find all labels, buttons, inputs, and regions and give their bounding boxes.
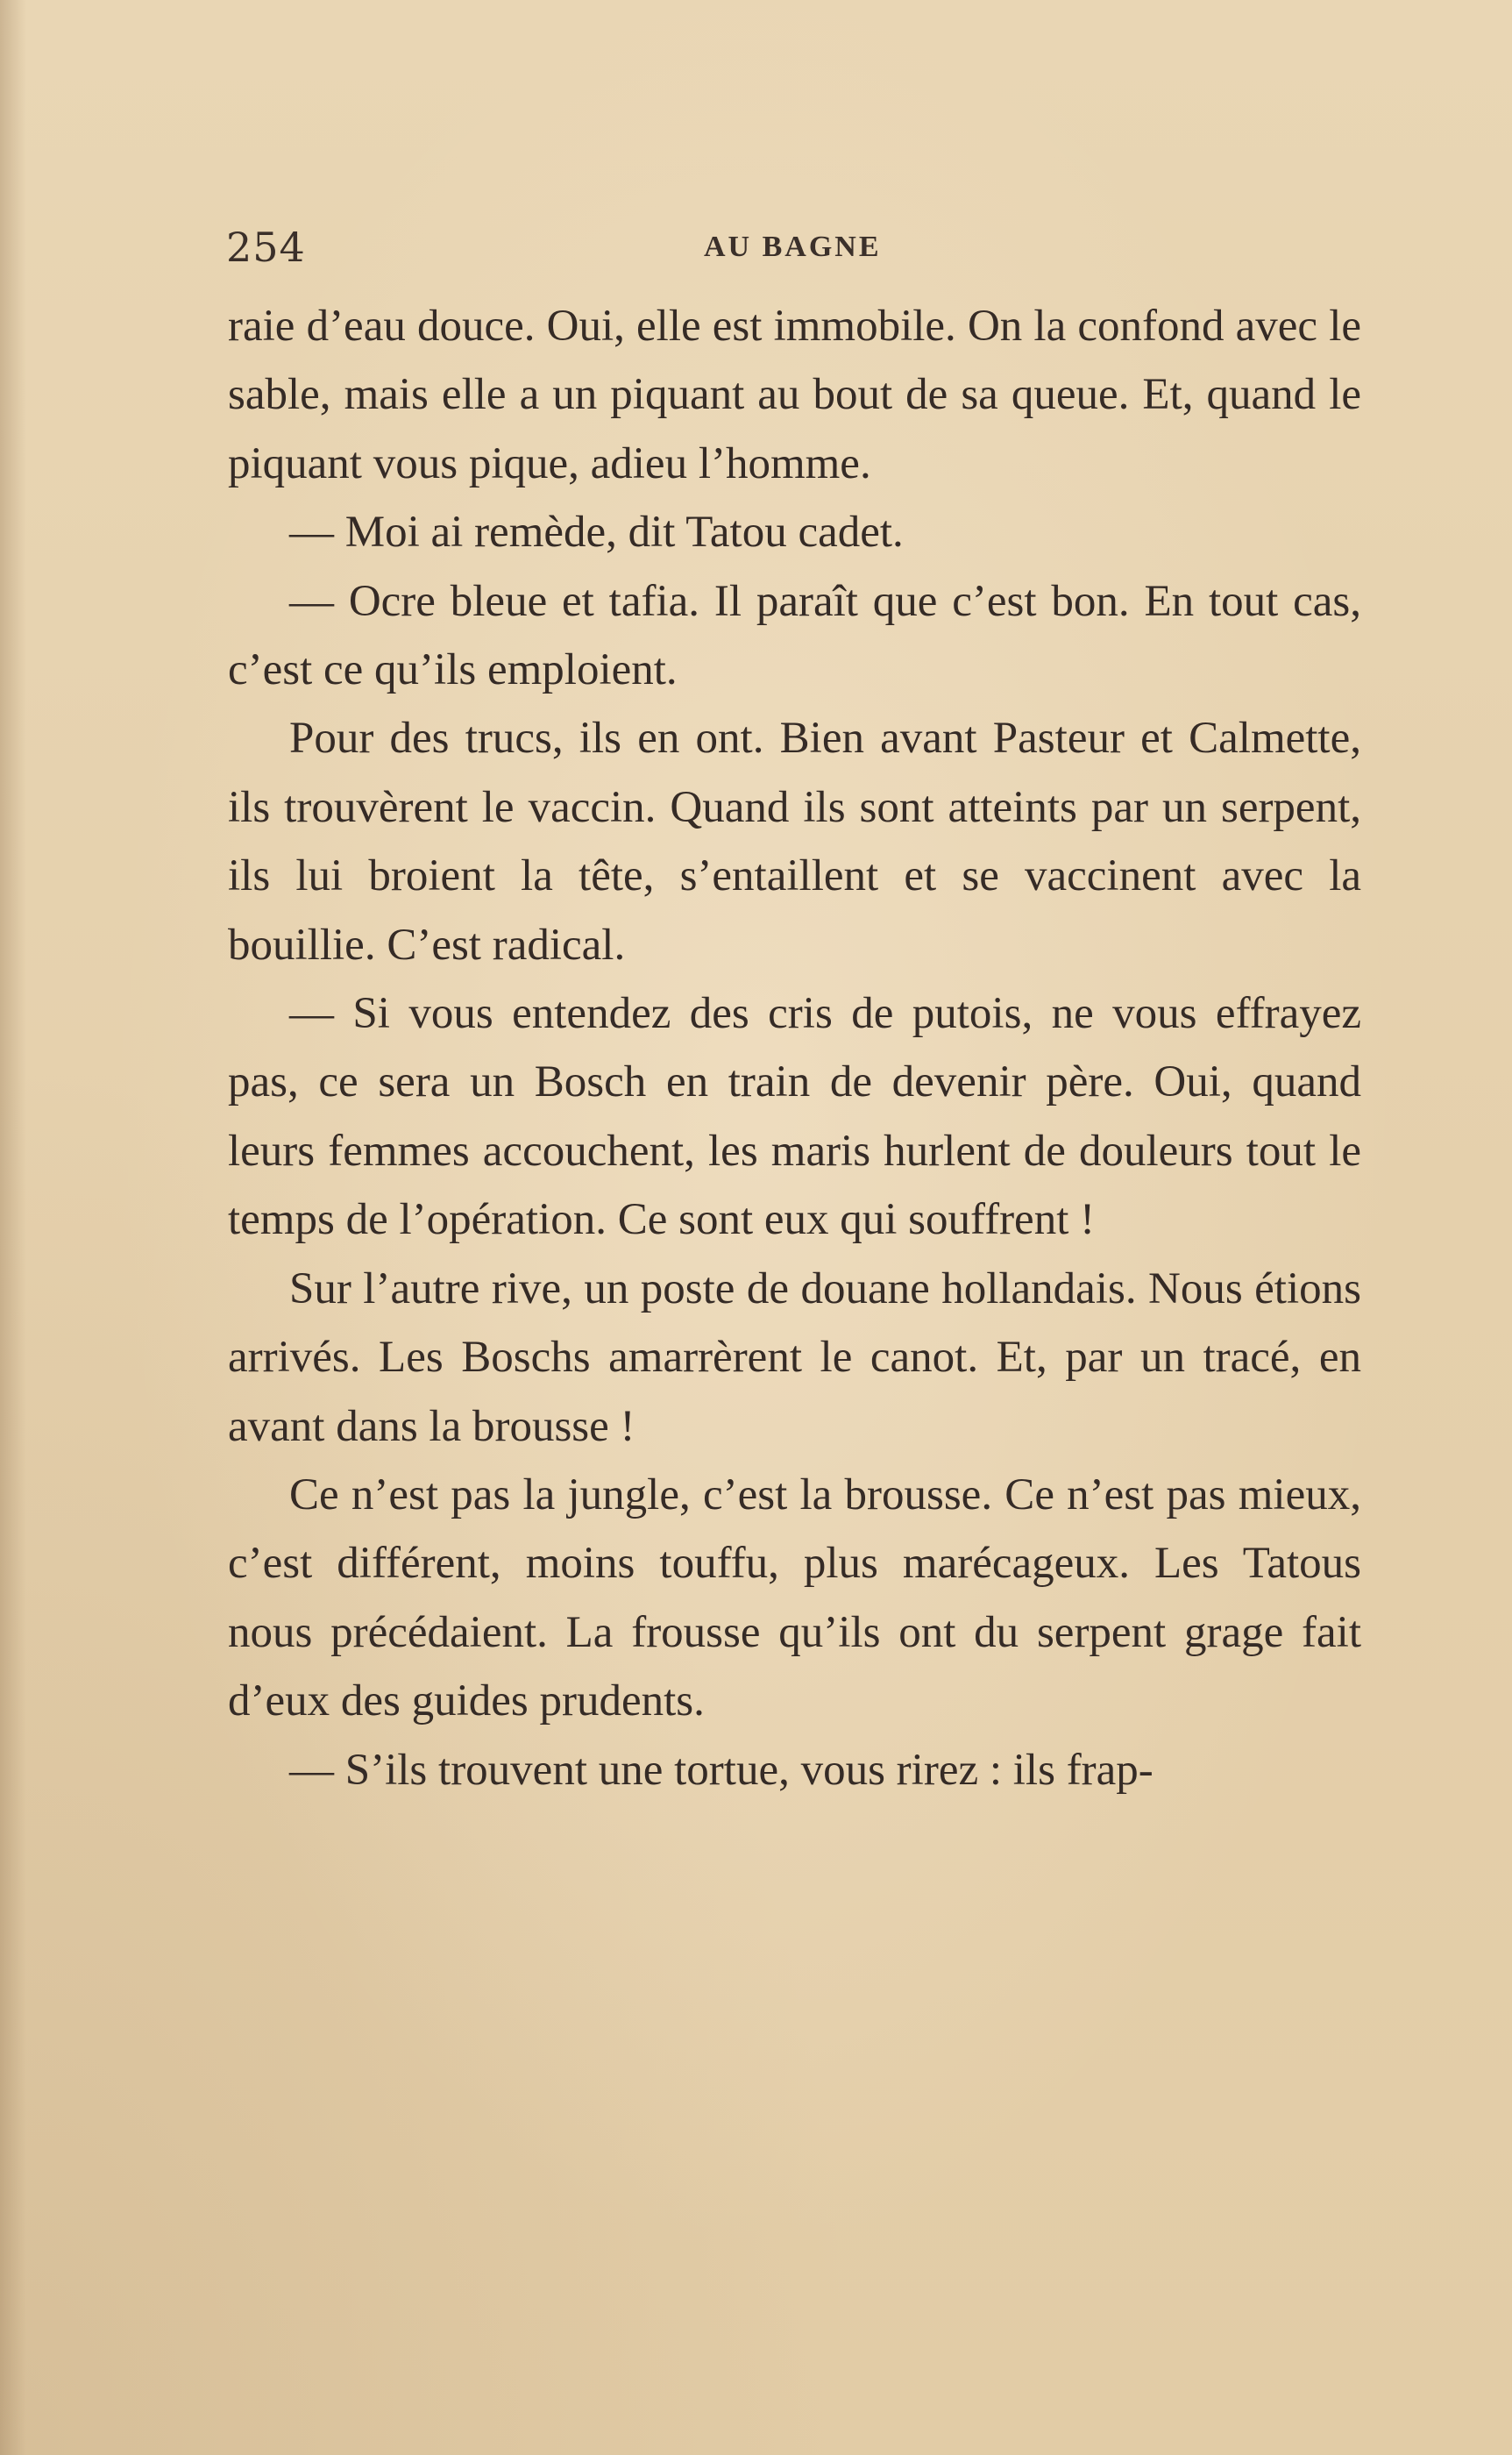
paragraph-3: — Ocre bleue et tafia. Il paraît que c’est bon. En tout cas, c’est ce qu’ils emploient. — [228, 576, 1361, 695]
page-edge-shadow — [0, 0, 26, 2455]
body-text — [228, 292, 1361, 1804]
page-number: 254 — [226, 224, 306, 271]
paragraph-7: Ce n’est pas la jungle, c’est la brousse. Ce n’est pas mieux, c’est différent, moins touffu, plus marécageux. Les Tatous nous précédaient. La frousse qu’ils ont du serpent grage fait d’eux des guides prudents. — [228, 1469, 1361, 1726]
paragraph-5: — Si vous entendez des cris de putois, ne vous effrayez pas, ce sera un Bosch en train de devenir père. Oui, quand leurs femmes accouchent, les maris hurlent de douleurs tout le temps de l’opération. Ce sont eux qui souffrent ! — [228, 989, 1361, 1245]
paragraph-6: Sur l’autre rive, un poste de douane hollandais. Nous étions arrivés. Les Boschs amarrèrent le canot. Et, par un tracé, en avant dans la brousse ! — [228, 1263, 1361, 1451]
paragraph-2: — Moi ai remède, dit Tatou cadet. — [289, 508, 904, 558]
paragraph-8: — S’ils trouvent une tortue, vous rirez : ils frap- — [289, 1745, 1154, 1795]
page-header — [226, 224, 1366, 276]
paragraph-4: Pour des trucs, ils en ont. Bien avant Pasteur et Calmette, ils trouvèrent le vaccin. Quand ils sont atteints par un serpent, ils lui broient la tête, s’entaillent et se vaccinent avec la bouillie. C’est radical. — [228, 714, 1361, 970]
paragraph-1: raie d’eau douce. Oui, elle est immobile. On la confond avec le sable, mais elle a un piquant au bout de sa queue. Et, quand le piquant vous pique, adieu l’homme. — [228, 302, 1361, 488]
running-title: AU BAGNE — [704, 231, 882, 263]
